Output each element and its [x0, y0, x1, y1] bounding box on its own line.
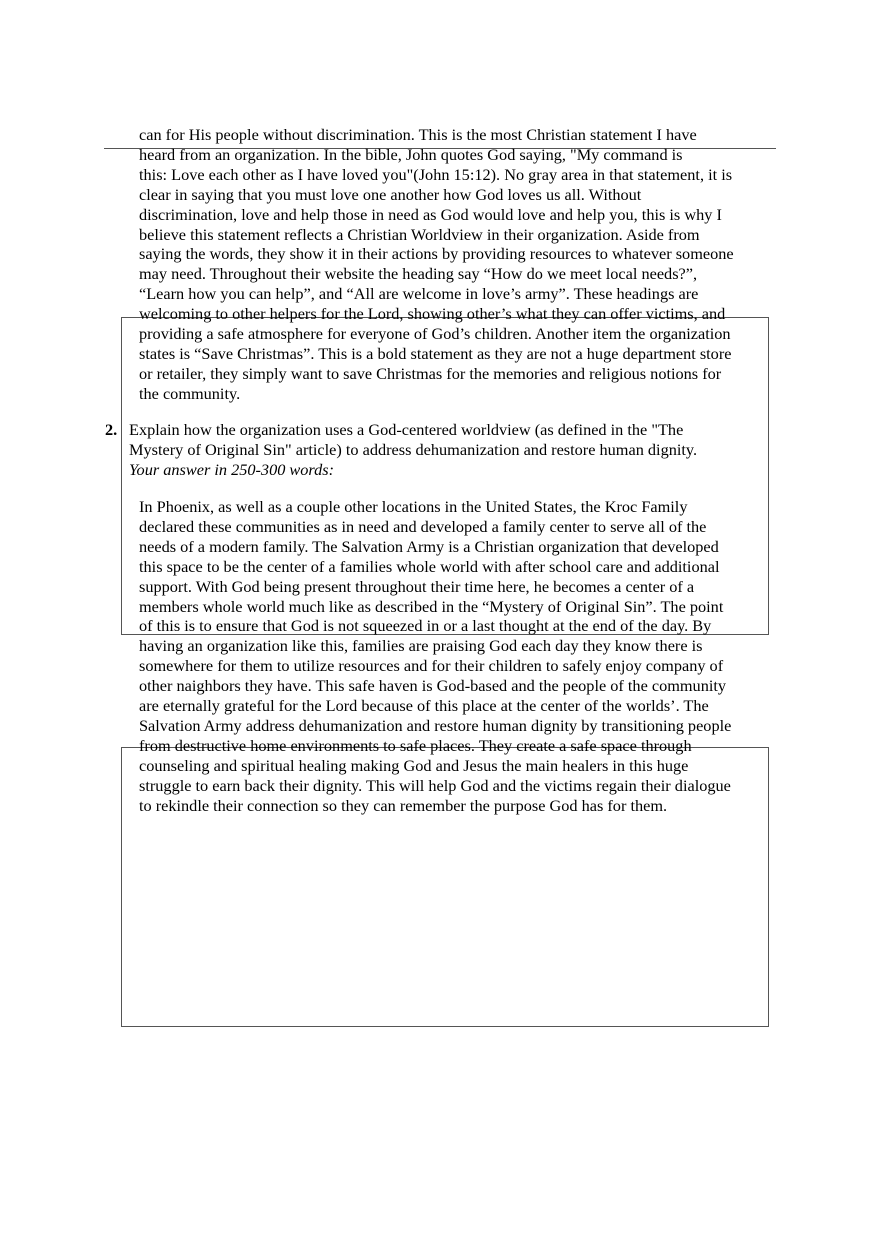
text-line: counseling and spiritual healing making God and Jesus the main healers in this huge	[139, 755, 689, 775]
text-line: welcoming to other helpers for the Lord, showing other’s what they can offer victims, and	[139, 304, 726, 324]
question-line: Mystery of Original Sin" article) to address dehumanization and restore human dignity.	[129, 439, 698, 459]
text-line: this: Love each other as I have loved you"(John 15:12). No gray area in that statement, it is	[139, 164, 733, 184]
answer-1-text	[139, 125, 734, 404]
text-line: discrimination, love and help those in need as God would love and help you, this is why I	[139, 204, 722, 224]
text-line: clear in saying that you must love one another how God loves us all. Without	[139, 184, 642, 204]
question-number: 2.	[105, 420, 118, 439]
text-line: saying the words, they show it in their actions by providing resources to whatever someone	[139, 244, 734, 264]
text-line: other naighbors they have. This safe haven is God-based and the people of the community	[139, 676, 727, 696]
text-line: to rekindle their connection so they can remember the purpose God has for them.	[139, 795, 668, 815]
text-line: struggle to earn back their dignity. This will help God and the victims regain their dialogue	[139, 775, 731, 795]
text-line: members whole world much like as described in the “Mystery of Original Sin”. The point	[139, 596, 724, 616]
text-line: of this is to ensure that God is not squeezed in or a last thought at the end of the day. By	[139, 616, 712, 636]
answer-2-text	[139, 497, 731, 816]
text-line: providing a safe atmosphere for everyone of God’s children. Another item the organization	[139, 324, 731, 344]
text-line: Salvation Army address dehumanization and restore human dignity by transitioning people	[139, 715, 732, 735]
question-instruction: Your answer in 250-300 words:	[129, 459, 335, 479]
text-line: can for His people without discrimination. This is the most Christian statement I have	[139, 125, 697, 144]
text-line: declared these communities as in need and developed a family center to serve all of the	[139, 516, 707, 536]
text-line: from destructive home environments to safe places. They create a safe space through	[139, 735, 692, 755]
text-line: heard from an organization. In the bible, John quotes God saying, "My command is	[139, 144, 683, 164]
text-line: having an organization like this, families are praising God each day they know there is	[139, 636, 703, 656]
text-line: or retailer, they simply want to save Christmas for the memories and religious notions for	[139, 363, 722, 383]
text-line: somewhere for them to utilize resources and for their children to safely enjoy company of	[139, 656, 724, 676]
text-line: In Phoenix, as well as a couple other locations in the United States, the Kroc Family	[139, 497, 688, 516]
text-line: are eternally grateful for the Lord because of this place at the center of the worlds’. The	[139, 696, 709, 716]
question-prompt	[129, 420, 697, 480]
question-line: Explain how the organization uses a God-centered worldview (as defined in the "The	[129, 420, 684, 439]
text-line: support. With God being present throughout their time here, he becomes a center of a	[139, 576, 695, 596]
text-line: may need. Throughout their website the heading say “How do we meet local needs?”,	[139, 264, 698, 284]
text-line: needs of a modern family. The Salvation Army is a Christian organization that developed	[139, 536, 719, 556]
text-line: “Learn how you can help”, and “All are welcome in love’s army”. These headings are	[139, 284, 699, 304]
text-line: this space to be the center of a families whole world with after school care and additional	[139, 556, 720, 576]
text-line: states is “Save Christmas”. This is a bold statement as they are not a huge department store	[139, 343, 732, 363]
text-line: the community.	[139, 383, 241, 403]
text-line: believe this statement reflects a Christian Worldview in their organization. Aside from	[139, 224, 700, 244]
